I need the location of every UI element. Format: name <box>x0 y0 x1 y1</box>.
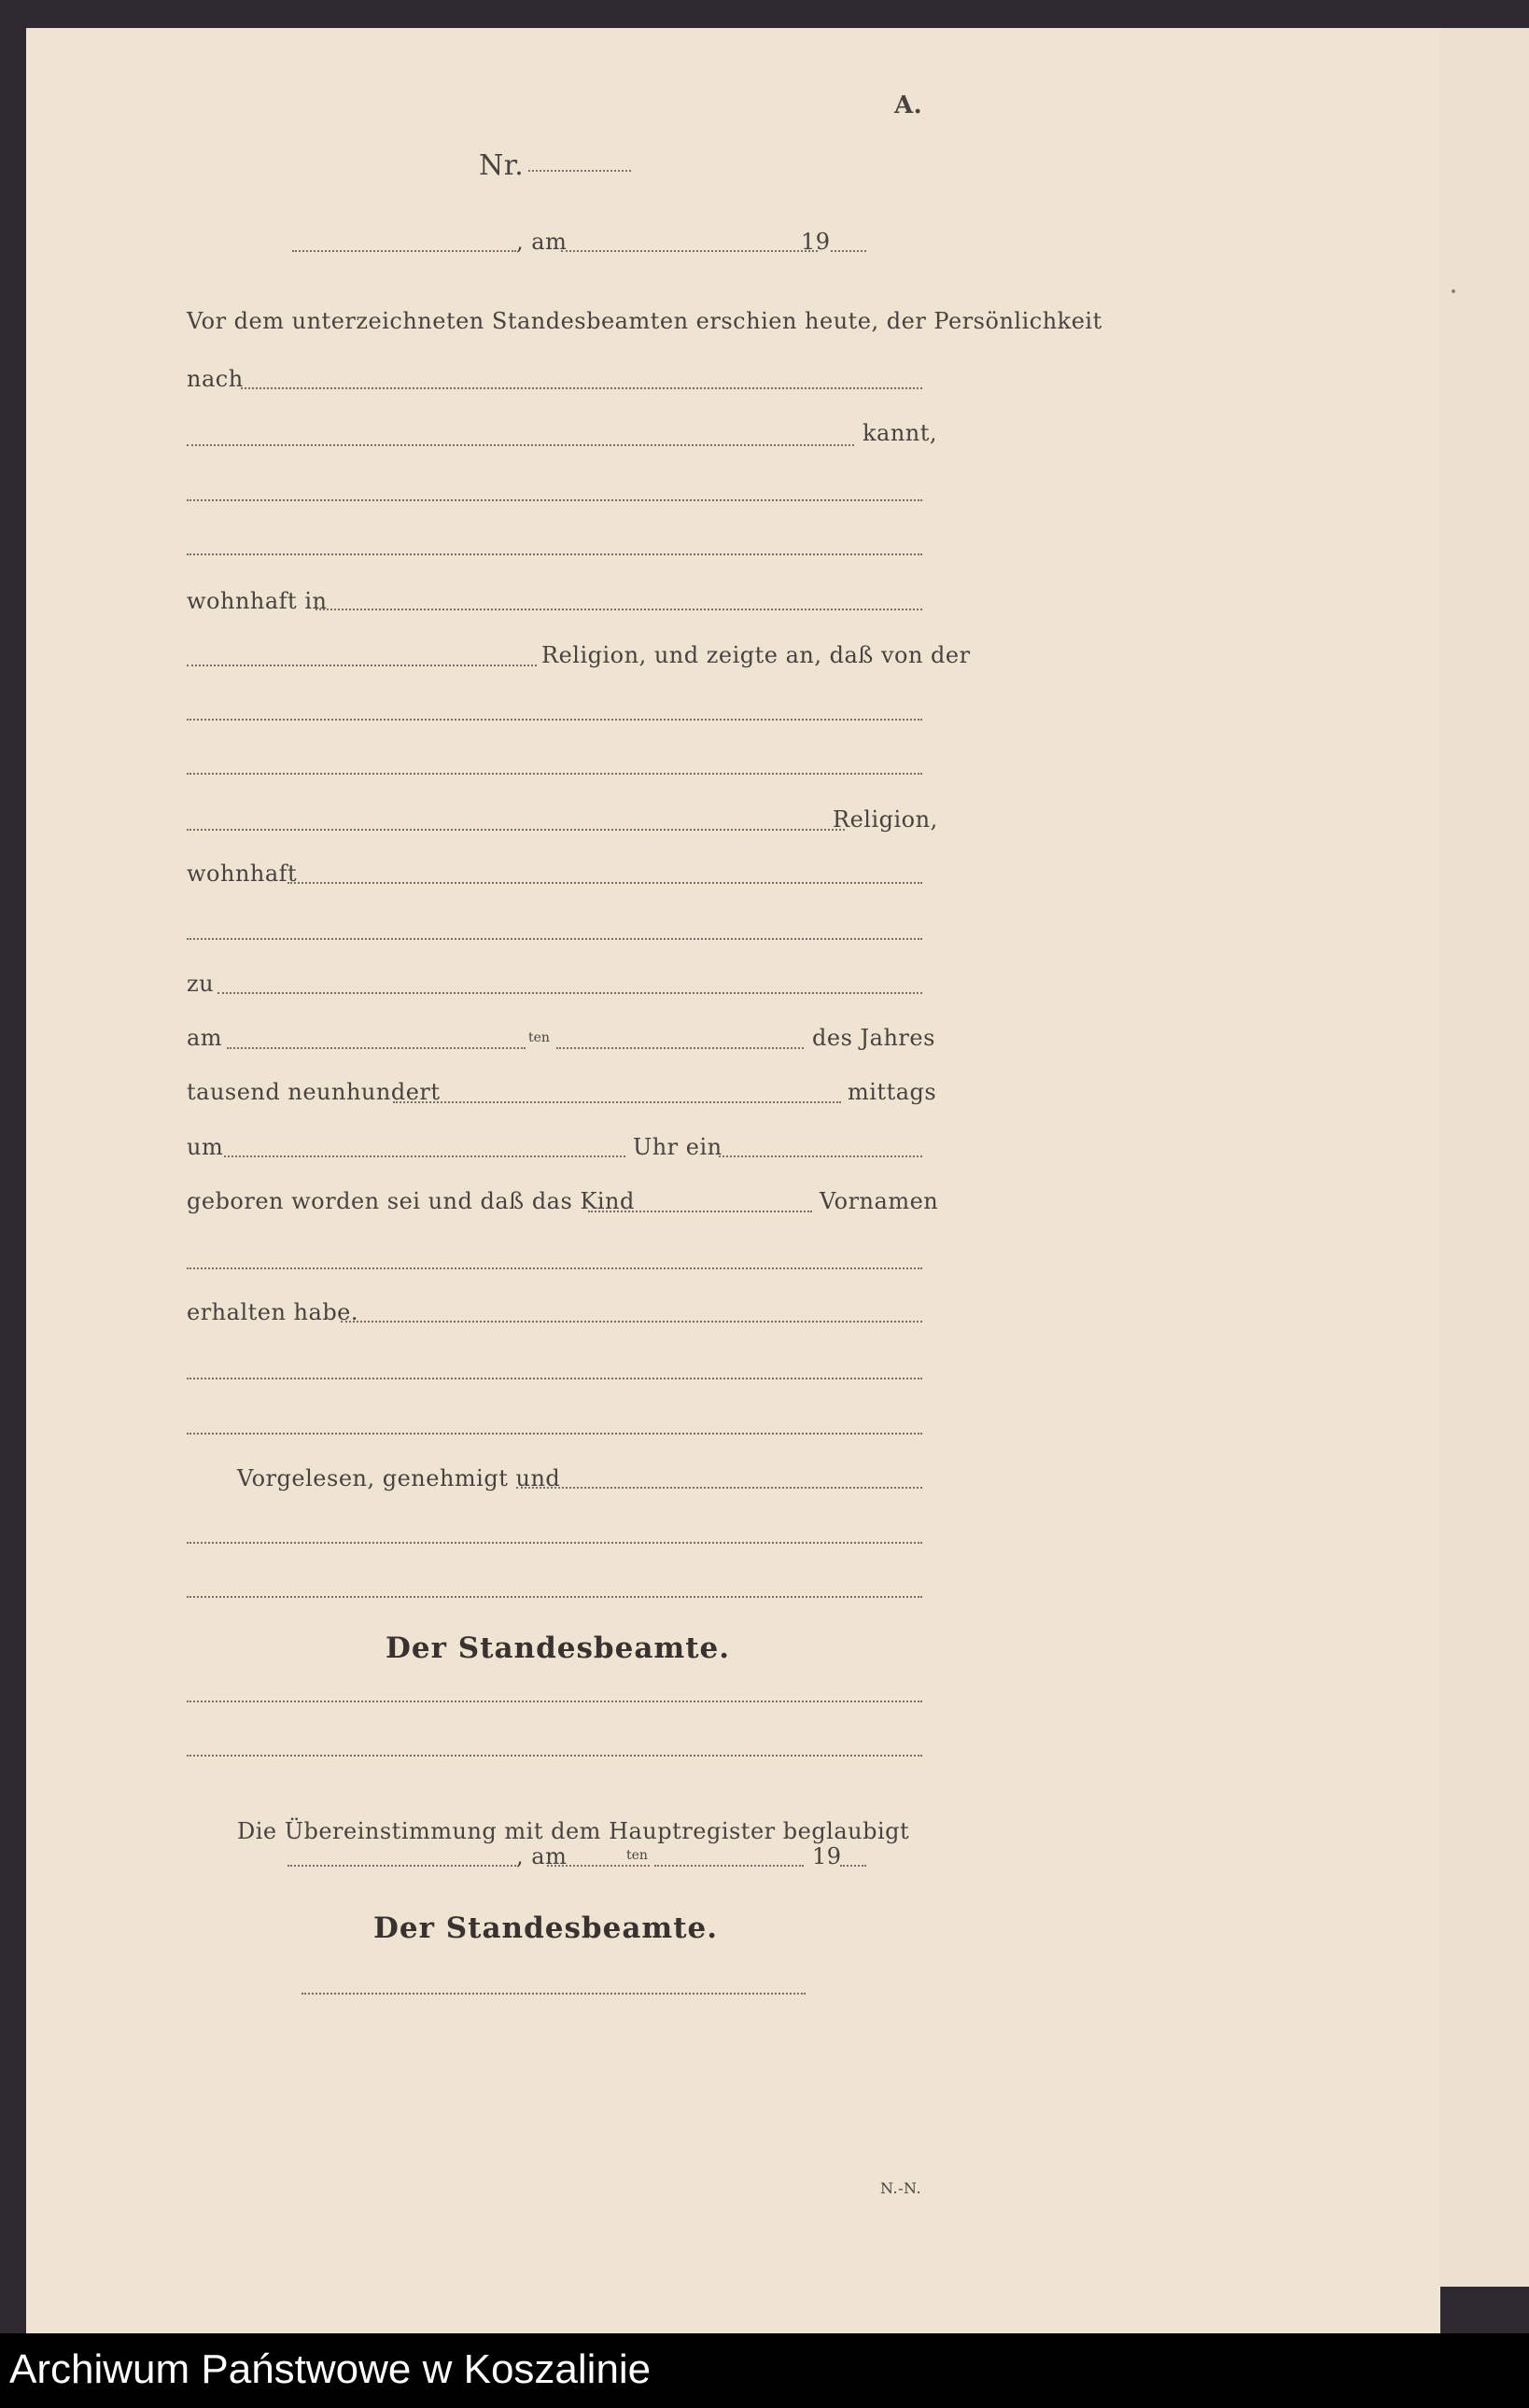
year-line-2 <box>840 1865 866 1867</box>
signature-line-3 <box>302 1993 806 1995</box>
nr-label: Nr. <box>479 149 525 182</box>
tausend-label: tausend neunhundert <box>187 1079 441 1105</box>
place-line-2 <box>288 1865 516 1867</box>
printer-mark: N.-N. <box>880 2179 922 2197</box>
blank-line-8 <box>187 1433 922 1435</box>
date-am-label-2: , am <box>516 1843 568 1869</box>
time-line <box>224 1155 625 1157</box>
child-sex-line <box>719 1155 922 1157</box>
blank-line-3 <box>187 719 922 721</box>
year-label: 19 <box>801 229 831 255</box>
erhalten-label: erhalten habe. <box>187 1299 359 1325</box>
blank-line-4 <box>187 773 922 775</box>
form-letter: A. <box>894 91 923 119</box>
blank-line-7 <box>187 1378 922 1379</box>
intro-text: Vor dem unterzeichneten Standesbeamten erschien heute, der Persönlichkeit <box>187 308 1102 334</box>
ten-superscript: ten <box>528 1030 550 1045</box>
date-am-label: , am <box>516 229 568 255</box>
paper-speck <box>1452 289 1455 293</box>
facing-page <box>1438 28 1529 2287</box>
date-line <box>561 250 818 252</box>
religion-zeigte-label: Religion, und zeigte an, daß von der <box>541 642 971 668</box>
vornamen-label: Vornamen <box>820 1188 939 1214</box>
place-line <box>292 250 516 252</box>
wohnhaft-in-line <box>316 609 922 610</box>
signature-line-1 <box>187 1701 922 1702</box>
uebereinstimmung-text: Die Übereinstimmung mit dem Hauptregister beglaubigt <box>237 1818 910 1844</box>
kannt-line <box>187 444 854 446</box>
des-jahres-label: des Jahres <box>812 1025 935 1051</box>
blank-line-10 <box>187 1596 922 1598</box>
religion-label: Religion, <box>833 806 938 833</box>
blank-line-5 <box>187 938 922 940</box>
year-label-2: 19 <box>812 1843 842 1869</box>
um-label: um <box>187 1134 224 1160</box>
mother-religion-line <box>187 829 845 831</box>
standesbeamte-heading-1: Der Standesbeamte. <box>386 1631 731 1665</box>
zu-line <box>217 992 922 994</box>
blank-line-9 <box>187 1542 922 1544</box>
month-line <box>556 1047 804 1049</box>
signature-line-2 <box>187 1755 922 1757</box>
form-page <box>26 28 1440 2333</box>
day-line-2 <box>547 1865 650 1867</box>
zu-label: zu <box>187 971 215 997</box>
month-line-2 <box>654 1865 804 1867</box>
blank-line-1 <box>187 499 922 501</box>
erhalten-line <box>341 1321 922 1323</box>
year-line <box>831 250 866 252</box>
kannt-label: kannt, <box>863 420 938 446</box>
geboren-label: geboren worden sei und daß das Kind <box>187 1188 635 1214</box>
vorgelesen-line <box>516 1487 922 1489</box>
nach-line <box>241 387 922 389</box>
nr-line <box>528 170 631 172</box>
wohnhaft-line <box>288 882 922 884</box>
blank-line-2 <box>187 553 922 555</box>
day-line <box>227 1047 526 1049</box>
standesbeamte-heading-2: Der Standesbeamte. <box>373 1911 719 1945</box>
wohnhaft-in-label: wohnhaft in <box>187 588 328 614</box>
mittags-label: mittags <box>848 1079 937 1105</box>
ten-superscript-2: ten <box>626 1848 648 1863</box>
nach-label: nach <box>187 366 244 392</box>
year-words-line <box>393 1101 841 1103</box>
kind-line <box>588 1211 812 1212</box>
uhr-ein-label: Uhr ein <box>633 1134 722 1160</box>
archive-footer <box>0 2333 1529 2408</box>
blank-line-6 <box>187 1267 922 1269</box>
am-label: am <box>187 1025 223 1051</box>
vorgelesen-label: Vorgelesen, genehmigt und <box>237 1465 561 1491</box>
wohnhaft-label: wohnhaft <box>187 861 298 887</box>
archive-name: Archiwum Państwowe w Koszalinie <box>9 2346 652 2392</box>
religion-line <box>187 665 537 666</box>
